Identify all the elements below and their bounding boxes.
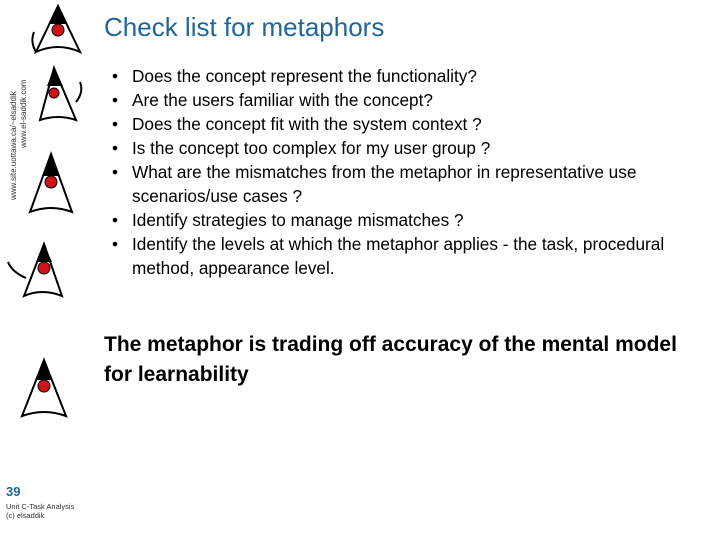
- slide-title: Check list for metaphors: [104, 12, 385, 42]
- checklist: [112, 64, 702, 280]
- checklist-item: [112, 232, 702, 280]
- sidebar-url-secondary: www.el-saddik.com: [19, 79, 28, 148]
- checklist-item: [112, 112, 702, 136]
- checklist-item-text: Does the concept represent the functionality?: [132, 66, 477, 86]
- checklist-item: [112, 88, 702, 112]
- checklist-item-text: Identify the levels at which the metaphor applies - the task, procedural method, appearance level.: [132, 234, 665, 278]
- checklist-item: [112, 64, 702, 88]
- bullet-icon: •: [112, 90, 119, 110]
- bullet-icon: •: [112, 162, 119, 182]
- duke-mascot-icon: [28, 2, 88, 60]
- footer-text: [6, 502, 74, 520]
- checklist-item-text: Are the users familiar with the concept?: [132, 90, 433, 110]
- page-number: 39: [6, 484, 21, 499]
- footer-line: Unit C-Task Analysis: [6, 502, 75, 511]
- bullet-icon: •: [112, 66, 119, 86]
- key-statement: The metaphor is trading off accuracy of the mental model for learnability: [104, 333, 677, 386]
- checklist-item: [112, 160, 702, 208]
- footer-line: (c) elsaddik: [6, 511, 45, 520]
- bullet-icon: •: [112, 234, 119, 254]
- checklist-item: [112, 136, 702, 160]
- duke-mascot-icon: [30, 62, 86, 128]
- checklist-item-text: Does the concept fit with the system context ?: [132, 114, 482, 134]
- duke-mascot-icon: [4, 238, 78, 304]
- checklist-item: [112, 208, 702, 232]
- duke-mascot-icon: [24, 150, 78, 220]
- duke-mascot-icon: [14, 356, 74, 424]
- sidebar-url-primary: www.site.uottawa.ca/~elsaddik: [9, 91, 18, 200]
- checklist-item-text: Is the concept too complex for my user group ?: [132, 138, 491, 158]
- bullet-icon: •: [112, 114, 119, 134]
- checklist-item-text: What are the mismatches from the metaphor in representative use scenarios/use cases ?: [132, 162, 637, 206]
- bullet-icon: •: [112, 210, 119, 230]
- bullet-icon: •: [112, 138, 119, 158]
- checklist-item-text: Identify strategies to manage mismatches ?: [132, 210, 464, 230]
